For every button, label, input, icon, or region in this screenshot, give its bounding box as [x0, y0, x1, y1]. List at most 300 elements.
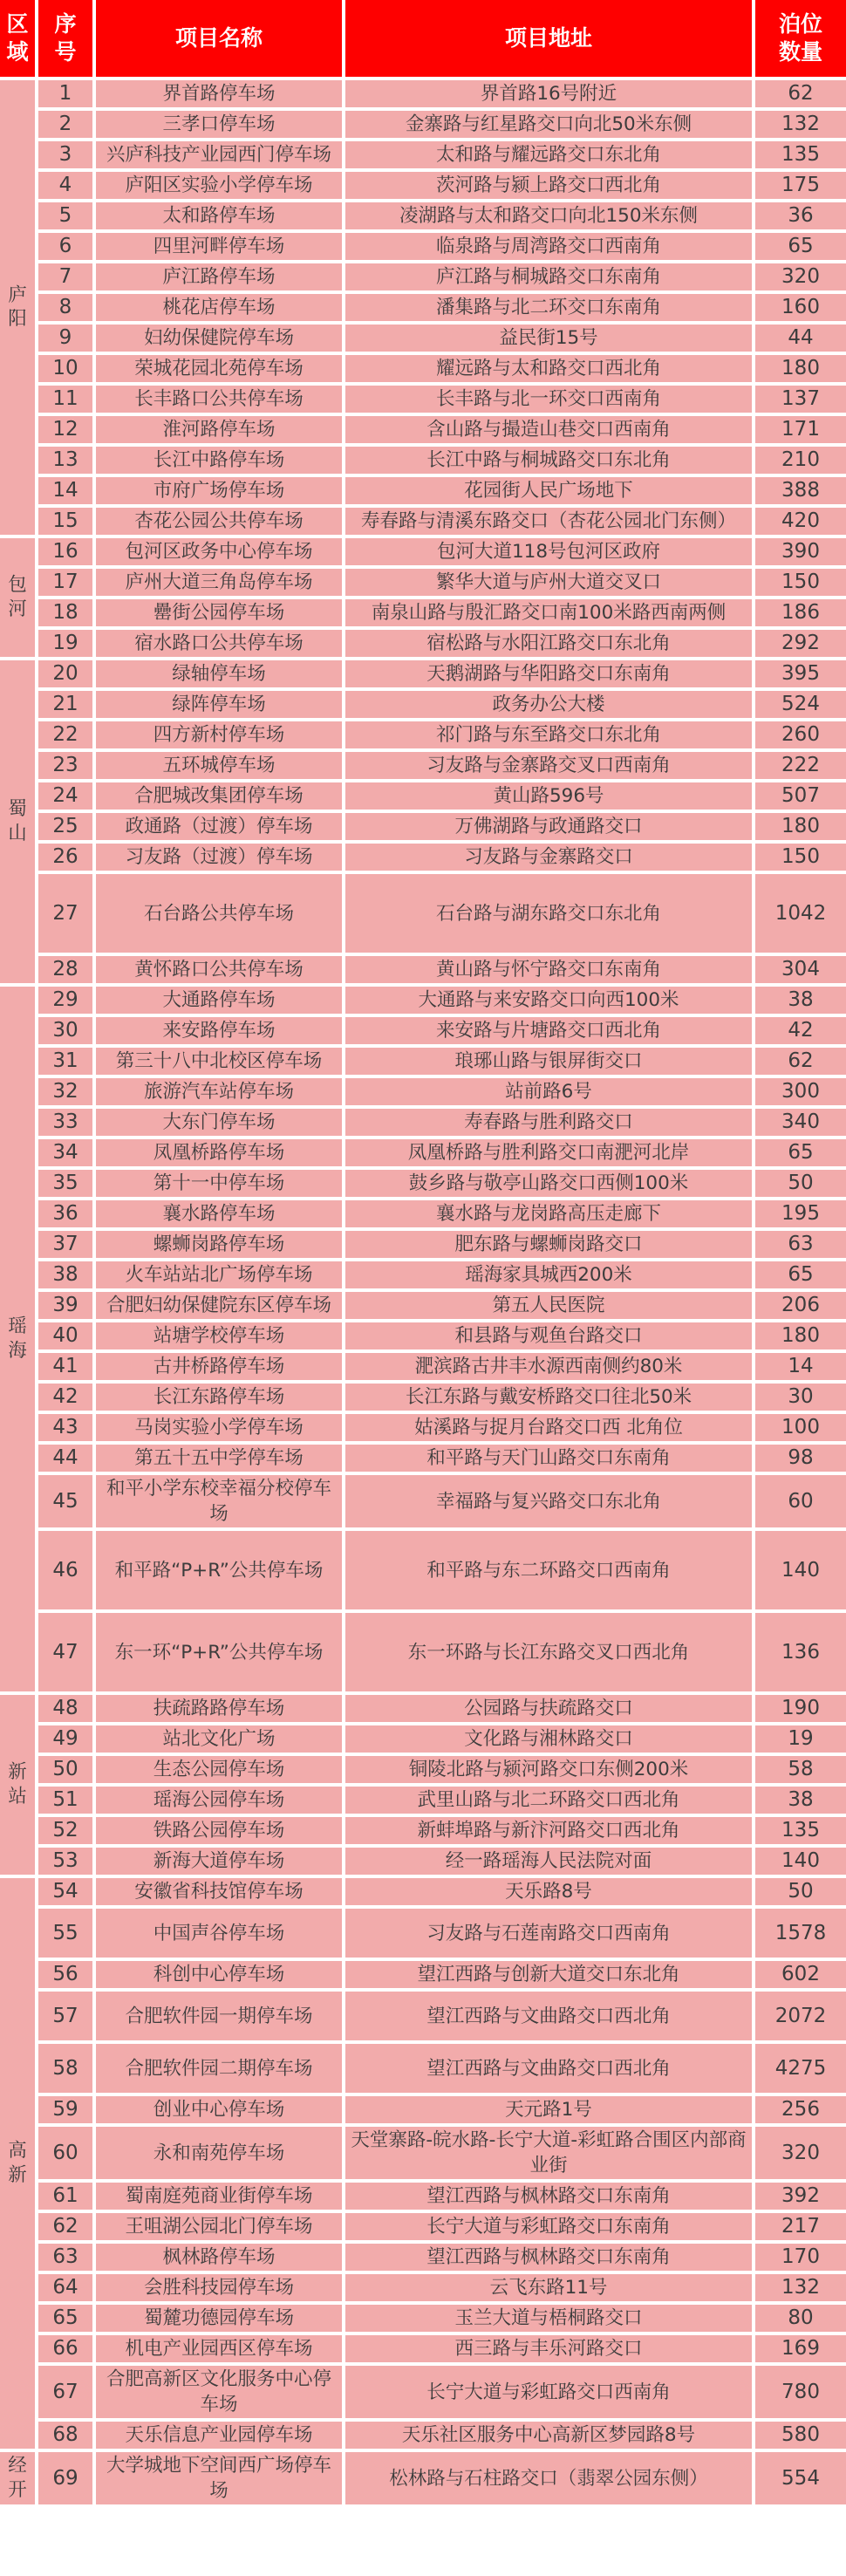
project-address-cell: 天乐社区服务中心高新区梦园路8号 [345, 2422, 752, 2449]
row-no-cell: 21 [38, 691, 92, 718]
berth-count-cell: 132 [755, 111, 846, 138]
berth-count-cell: 132 [755, 2274, 846, 2301]
table-row [0, 569, 846, 596]
project-name-cell: 庐阳区实验小学停车场 [96, 172, 342, 199]
project-address-cell: 凤凰桥路与胜利路交口南淝河北岸 [345, 1139, 752, 1166]
row-no-cell: 46 [38, 1531, 92, 1609]
row-no-cell: 1 [38, 80, 92, 107]
berth-count-cell: 150 [755, 569, 846, 596]
project-address-cell: 文化路与湘林路交口 [345, 1725, 752, 1753]
table-row [0, 1817, 846, 1844]
project-address-cell: 天乐路8号 [345, 1878, 752, 1905]
berth-count-cell: 65 [755, 233, 846, 260]
row-no-cell: 28 [38, 956, 92, 983]
row-no-cell: 24 [38, 782, 92, 810]
district-cell [0, 2452, 35, 2504]
project-name-cell: 大学城地下空间西广场停车场 [96, 2452, 342, 2504]
berth-count-cell: 65 [755, 1261, 846, 1288]
project-address-cell: 鼓乡路与敬亭山路交口西侧100米 [345, 1170, 752, 1197]
row-no-cell: 13 [38, 447, 92, 474]
project-name-cell: 天乐信息产业园停车场 [96, 2422, 342, 2449]
project-address-cell: 云飞东路11号 [345, 2274, 752, 2301]
project-name-cell: 妇幼保健院停车场 [96, 325, 342, 352]
table-row [0, 2274, 846, 2301]
row-no-cell: 38 [38, 1261, 92, 1288]
project-address-cell: 经一路瑶海人民法院对面 [345, 1848, 752, 1875]
project-address-cell: 西三路与丰乐河路交口 [345, 2335, 752, 2362]
project-name-cell: 淮河路停车场 [96, 416, 342, 443]
district-cell [0, 987, 35, 1691]
table-row [0, 1109, 846, 1136]
row-no-cell: 55 [38, 1909, 92, 1958]
table-row [0, 2213, 846, 2240]
row-no-cell: 25 [38, 813, 92, 840]
table-row [0, 1414, 846, 1441]
row-no-cell: 56 [38, 1961, 92, 1988]
table-row [0, 1878, 846, 1905]
project-address-cell: 石台路与湖东路交口东北角 [345, 874, 752, 953]
table-row [0, 141, 846, 168]
district-label: 高新 [8, 2140, 27, 2186]
row-no-cell: 50 [38, 1756, 92, 1783]
table-row [0, 386, 846, 413]
project-address-cell: 大通路与来安路交口向西100米 [345, 987, 752, 1014]
district-cell [0, 80, 35, 535]
project-address-cell: 天元路1号 [345, 2096, 752, 2123]
col-header-address: 项目地址 [345, 0, 752, 77]
district-label: 庐阳 [8, 284, 27, 331]
row-no-cell: 60 [38, 2127, 92, 2179]
berth-count-cell: 180 [755, 813, 846, 840]
berth-count-cell: 206 [755, 1292, 846, 1319]
project-address-cell: 站前路6号 [345, 1078, 752, 1105]
col-header-count-label: 泊位数量 [778, 10, 822, 65]
project-name-cell: 三孝口停车场 [96, 111, 342, 138]
col-header-no-label: 序号 [54, 10, 77, 65]
district-label: 经开 [8, 2455, 27, 2501]
berth-count-cell: 65 [755, 1139, 846, 1166]
district-label: 包河 [8, 574, 27, 620]
table-row [0, 691, 846, 718]
table-row [0, 1048, 846, 1075]
row-no-cell: 15 [38, 508, 92, 535]
table-row [0, 233, 846, 260]
table-row [0, 1695, 846, 1722]
project-name-cell: 蜀麓功德园停车场 [96, 2305, 342, 2332]
berth-count-cell: 98 [755, 1445, 846, 1472]
table-row [0, 1756, 846, 1783]
table-header [0, 0, 846, 77]
project-name-cell: 东一环“P+R”公共停车场 [96, 1613, 342, 1691]
project-name-cell: 襄水路停车场 [96, 1200, 342, 1227]
table-row [0, 660, 846, 687]
berth-count-cell: 80 [755, 2305, 846, 2332]
table-row [0, 202, 846, 229]
project-address-cell: 长宁大道与彩虹路交口东南角 [345, 2213, 752, 2240]
project-name-cell: 合肥妇幼保健院东区停车场 [96, 1292, 342, 1319]
project-address-cell: 凌湖路与太和路交口向北150米东侧 [345, 202, 752, 229]
berth-count-cell: 507 [755, 782, 846, 810]
row-no-cell: 11 [38, 386, 92, 413]
project-name-cell: 政通路（过渡）停车场 [96, 813, 342, 840]
row-no-cell: 7 [38, 263, 92, 290]
project-name-cell: 王咀湖公园北门停车场 [96, 2213, 342, 2240]
table-row [0, 1261, 846, 1288]
project-name-cell: 罍街公园停车场 [96, 599, 342, 626]
district-cell [0, 1878, 35, 2449]
row-no-cell: 23 [38, 752, 92, 779]
project-address-cell: 花园街人民广场地下 [345, 477, 752, 504]
berth-count-cell: 160 [755, 294, 846, 321]
project-name-cell: 站北文化广场 [96, 1725, 342, 1753]
project-address-cell: 金寨路与红星路交口向北50米东侧 [345, 111, 752, 138]
berth-count-cell: 136 [755, 1613, 846, 1691]
project-name-cell: 绿轴停车场 [96, 660, 342, 687]
project-address-cell: 望江西路与枫林路交口东南角 [345, 2244, 752, 2271]
table-row [0, 172, 846, 199]
row-no-cell: 4 [38, 172, 92, 199]
project-name-cell: 界首路停车场 [96, 80, 342, 107]
row-no-cell: 49 [38, 1725, 92, 1753]
project-name-cell: 大东门停车场 [96, 1109, 342, 1136]
project-address-cell: 琅琊山路与银屏街交口 [345, 1048, 752, 1075]
berth-count-cell: 190 [755, 1695, 846, 1722]
col-header-name: 项目名称 [96, 0, 342, 77]
table-row [0, 355, 846, 382]
project-address-cell: 含山路与撮造山巷交口西南角 [345, 416, 752, 443]
project-name-cell: 和平路“P+R”公共停车场 [96, 1531, 342, 1609]
table-row [0, 1613, 846, 1691]
row-no-cell: 61 [38, 2183, 92, 2210]
berth-count-cell: 63 [755, 1231, 846, 1258]
row-no-cell: 8 [38, 294, 92, 321]
project-name-cell: 长丰路口公共停车场 [96, 386, 342, 413]
berth-count-cell: 36 [755, 202, 846, 229]
table-row [0, 2244, 846, 2271]
row-no-cell: 27 [38, 874, 92, 953]
project-name-cell: 宿水路口公共停车场 [96, 630, 342, 657]
project-address-cell: 天鹅湖路与华阳路交口东南角 [345, 660, 752, 687]
district-cell [0, 538, 35, 657]
berth-count-cell: 388 [755, 477, 846, 504]
project-name-cell: 凤凰桥路停车场 [96, 1139, 342, 1166]
berth-count-cell: 140 [755, 1531, 846, 1609]
project-name-cell: 庐州大道三角岛停车场 [96, 569, 342, 596]
project-name-cell: 安徽省科技馆停车场 [96, 1878, 342, 1905]
table-row [0, 263, 846, 290]
table-row [0, 1475, 846, 1527]
berth-count-cell: 60 [755, 1475, 846, 1527]
table-row [0, 630, 846, 657]
project-address-cell: 东一环路与长江东路交叉口西北角 [345, 1613, 752, 1691]
project-name-cell: 火车站站北广场停车场 [96, 1261, 342, 1288]
row-no-cell: 59 [38, 2096, 92, 2123]
table-row [0, 294, 846, 321]
header-row [0, 0, 846, 77]
table-row [0, 987, 846, 1014]
project-name-cell: 庐江路停车场 [96, 263, 342, 290]
table-row [0, 1139, 846, 1166]
district-cell [0, 660, 35, 983]
project-address-cell: 黄山路596号 [345, 782, 752, 810]
row-no-cell: 51 [38, 1787, 92, 1814]
berth-count-cell: 390 [755, 538, 846, 565]
berth-count-cell: 420 [755, 508, 846, 535]
berth-count-cell: 140 [755, 1848, 846, 1875]
project-address-cell: 祁门路与东至路交口东北角 [345, 721, 752, 748]
project-name-cell: 螺蛳岗路停车场 [96, 1231, 342, 1258]
project-address-cell: 和县路与观鱼台路交口 [345, 1322, 752, 1349]
berth-count-cell: 169 [755, 2335, 846, 2362]
table-row [0, 1909, 846, 1958]
berth-count-cell: 58 [755, 1756, 846, 1783]
berth-count-cell: 260 [755, 721, 846, 748]
project-name-cell: 机电产业园西区停车场 [96, 2335, 342, 2362]
row-no-cell: 68 [38, 2422, 92, 2449]
project-name-cell: 扶疏路路停车场 [96, 1695, 342, 1722]
project-address-cell: 玉兰大道与梧桐路交口 [345, 2305, 752, 2332]
project-name-cell: 第三十八中北校区停车场 [96, 1048, 342, 1075]
berth-count-cell: 580 [755, 2422, 846, 2449]
project-name-cell: 石台路公共停车场 [96, 874, 342, 953]
berth-count-cell: 180 [755, 355, 846, 382]
project-name-cell: 生态公园停车场 [96, 1756, 342, 1783]
table-row [0, 538, 846, 565]
berth-count-cell: 180 [755, 1322, 846, 1349]
berth-count-cell: 340 [755, 1109, 846, 1136]
table-row [0, 1017, 846, 1044]
row-no-cell: 66 [38, 2335, 92, 2362]
project-name-cell: 市府广场停车场 [96, 477, 342, 504]
row-no-cell: 42 [38, 1384, 92, 1411]
table-row [0, 1384, 846, 1411]
row-no-cell: 32 [38, 1078, 92, 1105]
berth-count-cell: 392 [755, 2183, 846, 2210]
table-row [0, 1292, 846, 1319]
row-no-cell: 48 [38, 1695, 92, 1722]
berth-count-cell: 320 [755, 2127, 846, 2179]
project-name-cell: 创业中心停车场 [96, 2096, 342, 2123]
project-address-cell: 习友路与石莲南路交口西南角 [345, 1909, 752, 1958]
berth-count-cell: 602 [755, 1961, 846, 1988]
project-address-cell: 新蚌埠路与新汴河路交口西北角 [345, 1817, 752, 1844]
project-address-cell: 宿松路与水阳江路交口东北角 [345, 630, 752, 657]
project-name-cell: 旅游汽车站停车场 [96, 1078, 342, 1105]
berth-count-cell: 304 [755, 956, 846, 983]
project-name-cell: 荣城花园北苑停车场 [96, 355, 342, 382]
project-address-cell: 寿春路与清溪东路交口（杏花公园北门东侧） [345, 508, 752, 535]
project-name-cell: 站塘学校停车场 [96, 1322, 342, 1349]
table-row [0, 874, 846, 953]
project-address-cell: 淝滨路古井丰水源西南侧约80米 [345, 1353, 752, 1380]
row-no-cell: 16 [38, 538, 92, 565]
project-name-cell: 黄怀路口公共停车场 [96, 956, 342, 983]
table-row [0, 2096, 846, 2123]
project-address-cell: 松林路与石柱路交口（翡翠公园东侧） [345, 2452, 752, 2504]
project-address-cell: 茨河路与颍上路交口西北角 [345, 172, 752, 199]
row-no-cell: 14 [38, 477, 92, 504]
project-name-cell: 中国声谷停车场 [96, 1909, 342, 1958]
berth-count-cell: 38 [755, 987, 846, 1014]
project-name-cell: 太和路停车场 [96, 202, 342, 229]
project-address-cell: 太和路与耀远路交口东北角 [345, 141, 752, 168]
row-no-cell: 33 [38, 1109, 92, 1136]
row-no-cell: 17 [38, 569, 92, 596]
berth-count-cell: 50 [755, 1170, 846, 1197]
table-row [0, 1725, 846, 1753]
project-address-cell: 和平路与天门山路交口东南角 [345, 1445, 752, 1472]
project-address-cell: 庐江路与桐城路交口东南角 [345, 263, 752, 290]
table-row [0, 1200, 846, 1227]
table-row [0, 447, 846, 474]
row-no-cell: 64 [38, 2274, 92, 2301]
table-row [0, 416, 846, 443]
project-address-cell: 习友路与金寨路交叉口西南角 [345, 752, 752, 779]
berth-count-cell: 19 [755, 1725, 846, 1753]
district-label: 瑶海 [8, 1315, 27, 1362]
table-row [0, 1787, 846, 1814]
berth-count-cell: 300 [755, 1078, 846, 1105]
berth-count-cell: 195 [755, 1200, 846, 1227]
table-row [0, 721, 846, 748]
project-name-cell: 第五十五中学停车场 [96, 1445, 342, 1472]
project-name-cell: 长江中路停车场 [96, 447, 342, 474]
row-no-cell: 34 [38, 1139, 92, 1166]
berth-count-cell: 1042 [755, 874, 846, 953]
row-no-cell: 19 [38, 630, 92, 657]
project-address-cell: 姑溪路与捉月台路交口西 北角位 [345, 1414, 752, 1441]
project-name-cell: 合肥城改集团停车场 [96, 782, 342, 810]
col-header-count [755, 0, 846, 77]
row-no-cell: 52 [38, 1817, 92, 1844]
row-no-cell: 53 [38, 1848, 92, 1875]
project-address-cell: 第五人民医院 [345, 1292, 752, 1319]
project-address-cell: 南泉山路与殷汇路交口南100米路西南两侧 [345, 599, 752, 626]
project-address-cell: 襄水路与龙岗路高压走廊下 [345, 1200, 752, 1227]
berth-count-cell: 170 [755, 2244, 846, 2271]
row-no-cell: 5 [38, 202, 92, 229]
table-row [0, 2335, 846, 2362]
project-address-cell: 长丰路与北一环交口西南角 [345, 386, 752, 413]
row-no-cell: 31 [38, 1048, 92, 1075]
project-name-cell: 马岗实验小学停车场 [96, 1414, 342, 1441]
berth-count-cell: 292 [755, 630, 846, 657]
table-body [0, 80, 846, 2504]
row-no-cell: 29 [38, 987, 92, 1014]
district-cell [0, 1695, 35, 1875]
project-address-cell: 肥东路与螺蛳岗路交口 [345, 1231, 752, 1258]
col-header-region [0, 0, 35, 77]
project-address-cell: 望江西路与枫林路交口东南角 [345, 2183, 752, 2210]
row-no-cell: 36 [38, 1200, 92, 1227]
project-name-cell: 科创中心停车场 [96, 1961, 342, 1988]
project-name-cell: 铁路公园停车场 [96, 1817, 342, 1844]
table-row [0, 2366, 846, 2418]
berth-count-cell: 175 [755, 172, 846, 199]
table-row [0, 813, 846, 840]
table-row [0, 752, 846, 779]
project-address-cell: 望江西路与文曲路交口西北角 [345, 2044, 752, 2093]
project-address-cell: 望江西路与创新大道交口东北角 [345, 1961, 752, 1988]
table-row [0, 1322, 846, 1349]
table-row [0, 1531, 846, 1609]
row-no-cell: 18 [38, 599, 92, 626]
project-name-cell: 兴庐科技产业园西门停车场 [96, 141, 342, 168]
row-no-cell: 44 [38, 1445, 92, 1472]
berth-count-cell: 2072 [755, 1992, 846, 2040]
project-name-cell: 大通路停车场 [96, 987, 342, 1014]
berth-count-cell: 524 [755, 691, 846, 718]
district-label: 蜀山 [8, 798, 27, 844]
row-no-cell: 65 [38, 2305, 92, 2332]
berth-count-cell: 395 [755, 660, 846, 687]
project-name-cell: 五环城停车场 [96, 752, 342, 779]
row-no-cell: 30 [38, 1017, 92, 1044]
berth-count-cell: 1578 [755, 1909, 846, 1958]
row-no-cell: 43 [38, 1414, 92, 1441]
project-address-cell: 包河大道118号包河区政府 [345, 538, 752, 565]
row-no-cell: 37 [38, 1231, 92, 1258]
project-name-cell: 新海大道停车场 [96, 1848, 342, 1875]
project-name-cell: 古井桥路停车场 [96, 1353, 342, 1380]
table-row [0, 1848, 846, 1875]
berth-count-cell: 50 [755, 1878, 846, 1905]
table-row [0, 477, 846, 504]
project-address-cell: 铜陵北路与颍河路交口东侧200米 [345, 1756, 752, 1783]
table-row [0, 1170, 846, 1197]
table-row [0, 1992, 846, 2040]
berth-count-cell: 62 [755, 80, 846, 107]
berth-count-cell: 30 [755, 1384, 846, 1411]
berth-count-cell: 256 [755, 2096, 846, 2123]
berth-count-cell: 217 [755, 2213, 846, 2240]
project-address-cell: 繁华大道与庐州大道交叉口 [345, 569, 752, 596]
project-address-cell: 幸福路与复兴路交口东北角 [345, 1475, 752, 1527]
table-row [0, 325, 846, 352]
table-row [0, 2305, 846, 2332]
table-row [0, 599, 846, 626]
row-no-cell: 39 [38, 1292, 92, 1319]
project-address-cell: 耀远路与太和路交口西北角 [345, 355, 752, 382]
table-row [0, 2452, 846, 2504]
project-name-cell: 和平小学东校幸福分校停车场 [96, 1475, 342, 1527]
col-header-no [38, 0, 92, 77]
table-row [0, 782, 846, 810]
berth-count-cell: 320 [755, 263, 846, 290]
row-no-cell: 20 [38, 660, 92, 687]
row-no-cell: 41 [38, 1353, 92, 1380]
row-no-cell: 6 [38, 233, 92, 260]
project-address-cell: 望江西路与文曲路交口西北角 [345, 1992, 752, 2040]
project-name-cell: 瑶海公园停车场 [96, 1787, 342, 1814]
project-address-cell: 公园路与扶疏路交口 [345, 1695, 752, 1722]
berth-count-cell: 222 [755, 752, 846, 779]
row-no-cell: 57 [38, 1992, 92, 2040]
row-no-cell: 47 [38, 1613, 92, 1691]
row-no-cell: 10 [38, 355, 92, 382]
table-row [0, 111, 846, 138]
project-name-cell: 合肥软件园一期停车场 [96, 1992, 342, 2040]
project-name-cell: 杏花公园公共停车场 [96, 508, 342, 535]
project-name-cell: 四里河畔停车场 [96, 233, 342, 260]
berth-count-cell: 14 [755, 1353, 846, 1380]
berth-count-cell: 100 [755, 1414, 846, 1441]
row-no-cell: 62 [38, 2213, 92, 2240]
project-name-cell: 桃花店停车场 [96, 294, 342, 321]
project-name-cell: 来安路停车场 [96, 1017, 342, 1044]
table-row [0, 1231, 846, 1258]
project-address-cell: 长江东路与戴安桥路交口往北50米 [345, 1384, 752, 1411]
